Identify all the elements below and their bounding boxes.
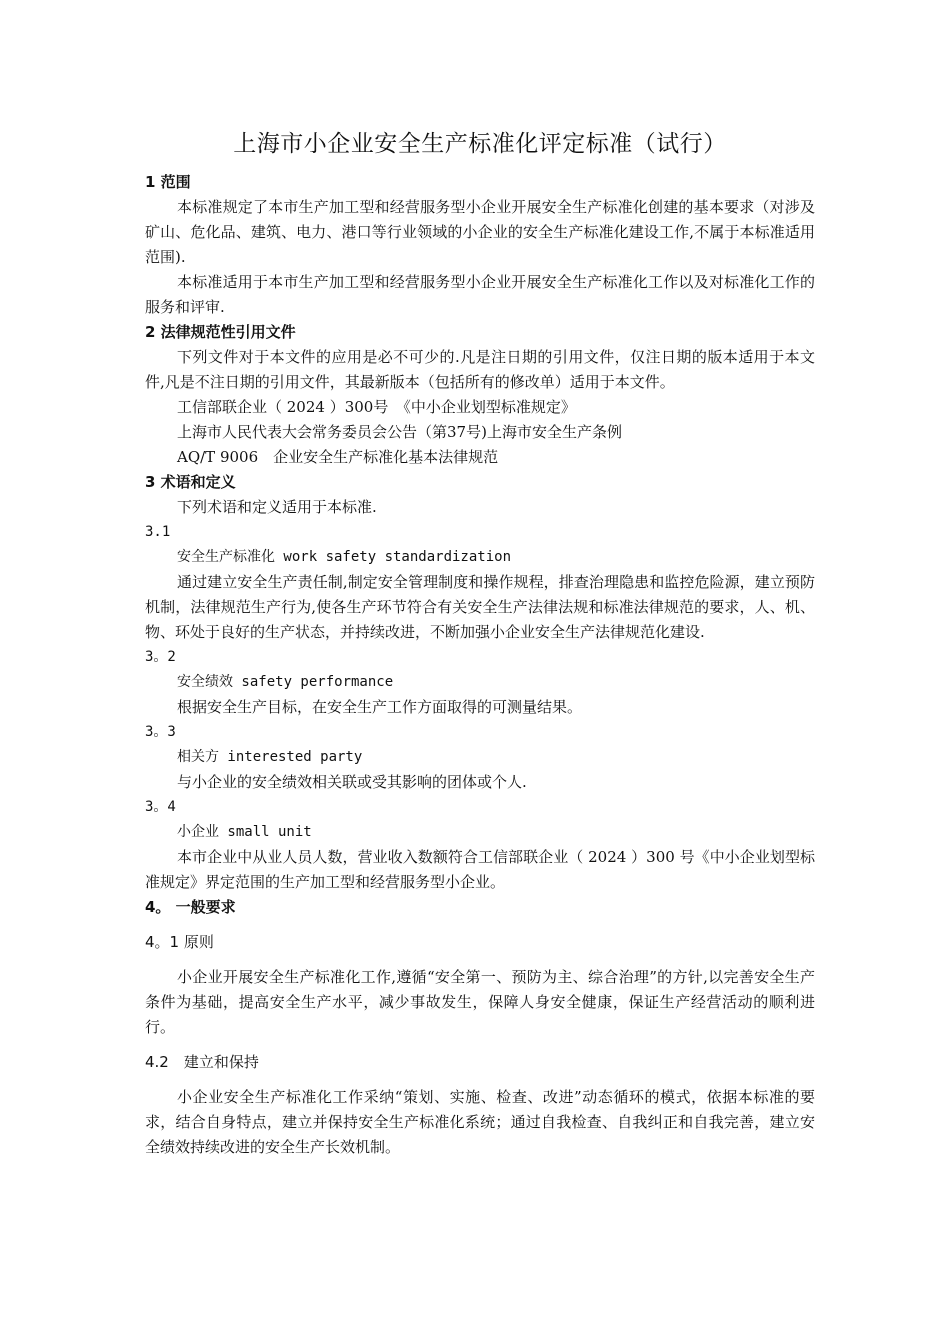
term-title: 安全绩效 safety performance [177,674,394,690]
term-number: 3。4 [145,799,176,815]
subsection-4-1-paragraph: 小企业开展安全生产标准化工作,遵循“安全第一、预防为主、综合治理”的方针,以完善安全生产条件为基础，提高安全生产水平，减少事故发生，保障人身安全健康，保证生产经营活动的顺利进行。 [145,968,815,1036]
term-definition: 通过建立安全生产责任制,制定安全管理制度和操作规程，排查治理隐患和监控危险源，建立预防机制，法律规范生产行为,使各生产环节符合有关安全生产法律法规和标准法律规范的要求，人、机、物、环处于良好的生产状态，并持续改进，不断加强小企业安全生产法律规范化建设. [145,573,815,641]
section-2-heading: 2 法律规范性引用文件 [145,323,296,341]
section-3-paragraph: 下列术语和定义适用于本标准. [177,498,377,516]
section-1-paragraph-2: 本标准适用于本市生产加工型和经营服务型小企业开展安全生产标准化工作以及对标准化工作的服务和评审. [145,273,815,316]
term-title: 安全生产标准化 work safety standardization [177,549,512,565]
reference-item: 工信部联企业（ 2024 ）300号 《中小企业划型标准规定》 [177,398,576,416]
section-1-paragraph-1: 本标准规定了本市生产加工型和经营服务型小企业开展安全生产标准化创建的基本要求（对涉及矿山、危化品、建筑、电力、港口等行业领域的小企业的安全生产标准化建设工作,不属于本标准适用范围). [145,198,815,266]
subsection-4-2-heading: 4.2 建立和保持 [145,1053,259,1071]
reference-item: AQ/T 9006 企业安全生产标准化基本法律规范 [177,448,499,466]
document-page [145,128,815,1160]
term-number: 3。2 [145,649,176,665]
section-4-heading: 4。 一般要求 [145,898,236,916]
subsection-4-2-paragraph: 小企业安全生产标准化工作采纳“策划、实施、检查、改进”动态循环的模式，依据本标准的要求，结合自身特点，建立并保持安全生产标准化系统；通过自我检查、自我纠正和自我完善，建立安全绩效持续改进的安全生产长效机制。 [145,1088,815,1156]
term-number: 3.1 [145,524,171,540]
term-title: 小企业 small unit [177,824,312,840]
term-definition: 本市企业中从业人员人数，营业收入数额符合工信部联企业（ 2024 ）300 号《中小企业划型标准规定》界定范围的生产加工型和经营服务型小企业。 [145,848,815,891]
section-2-paragraph: 下列文件对于本文件的应用是必不可少的.凡是注日期的引用文件，仅注日期的版本适用于本文件,凡是不注日期的引用文件，其最新版本（包括所有的修改单）适用于本文件。 [145,348,815,391]
term-title: 相关方 interested party [177,749,363,765]
reference-item: 上海市人民代表大会常务委员会公告（第37号)上海市安全生产条例 [177,423,622,441]
subsection-4-1-heading: 4。1 原则 [145,933,214,951]
term-definition: 与小企业的安全绩效相关联或受其影响的团体或个人. [177,773,527,791]
term-definition: 根据安全生产目标，在安全生产工作方面取得的可测量结果。 [177,698,583,716]
section-1-heading: 1 范围 [145,173,191,191]
document-title: 上海市小企业安全生产标准化评定标准（试行） [233,131,727,157]
term-number: 3。3 [145,724,176,740]
section-3-heading: 3 术语和定义 [145,473,236,491]
